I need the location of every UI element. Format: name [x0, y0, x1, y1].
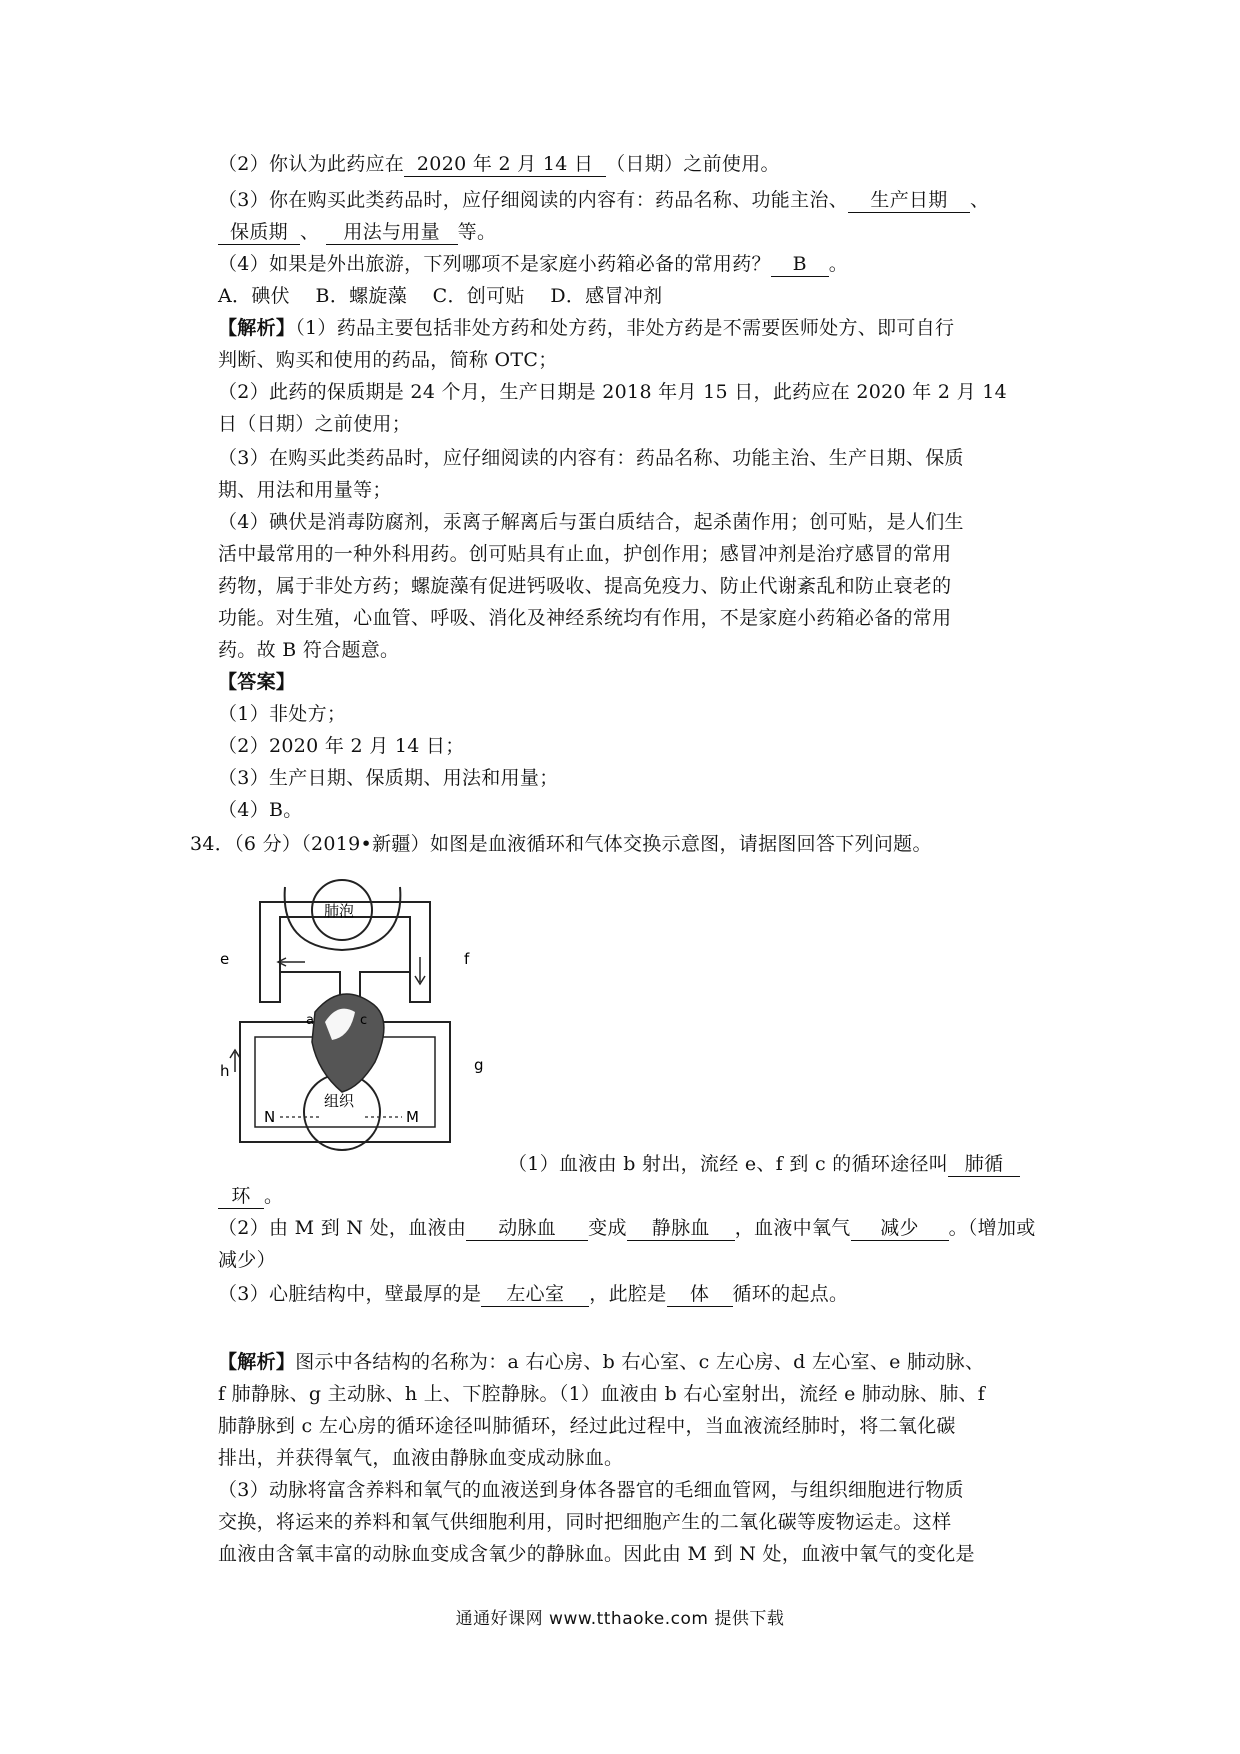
question-text: （4）如果是外出旅游，下列哪项不是家庭小药箱必备的常用药？: [218, 253, 771, 275]
question-text: ，此腔是: [589, 1283, 667, 1305]
answer-blank: 环: [218, 1184, 264, 1209]
q34-sub-2-line-2: 减少）: [218, 1249, 276, 1271]
analysis-text: 图示中各结构的名称为：a 右心房、b 右心室、c 左心房、d 左心室、e 肺动脉、: [295, 1351, 985, 1373]
label-g: g: [474, 1056, 484, 1074]
answer-blank: 减少: [851, 1216, 949, 1241]
analysis-1-line-10: 药。故 B 符合题意。: [218, 639, 400, 661]
blood-circulation-diagram: [220, 872, 490, 1172]
question-text: 等。: [457, 221, 497, 243]
question-text: （3）心脏结构中，壁最厚的是: [218, 1283, 482, 1305]
answer-blank: 动脉血: [466, 1216, 588, 1241]
question-34-title: 34．（6 分）（2019•新疆）如图是血液循环和气体交换示意图，请据图回答下列问题。: [190, 833, 932, 855]
analysis-1-line-4: （3）在购买此类药品时，应仔细阅读的内容有：药品名称、功能主治、生产日期、保质: [218, 447, 964, 469]
analysis-2-line-0: [218, 1348, 984, 1376]
question-4-line: [218, 250, 848, 278]
question-text: 变成: [588, 1217, 627, 1239]
question-3-line-2: [218, 218, 496, 246]
label-c: c: [360, 1013, 368, 1028]
analysis-1-line-5: 期、用法和用量等；: [218, 479, 392, 501]
answer-line-0: （1）非处方；: [218, 703, 347, 725]
question-text: 循环的起点。: [732, 1283, 849, 1305]
question-text: （1）血液由 b 射出，流经 e、f 到 c 的循环途径叫: [508, 1153, 949, 1175]
label-M: M: [406, 1108, 419, 1126]
question-text: 。（增加或: [948, 1217, 1036, 1239]
analysis-2-line-5: 交换，将运来的养料和氧气供细胞利用，同时把细胞产生的二氧化碳等废物运走。这样: [218, 1511, 952, 1533]
answer-blank: B: [771, 252, 829, 277]
analysis-tag: 【解析】: [218, 1351, 296, 1373]
page-footer: 通通好课网 www.tthaoke.com 提供下载: [455, 1609, 785, 1629]
question-text: 。: [264, 1185, 284, 1207]
question-text: （日期）之前使用。: [606, 153, 780, 175]
question-text: （2）你认为此药应在: [218, 153, 405, 175]
analysis-1-line-9: 功能。对生殖，心血管、呼吸、消化及神经系统均有作用，不是家庭小药箱必备的常用: [218, 607, 952, 629]
analysis-1-line-6: （4）碘伏是消毒防腐剂，汞离子解离后与蛋白质结合，起杀菌作用；创可贴，是人们生: [218, 511, 964, 533]
q34-sub-2-line-1: [218, 1214, 1036, 1242]
question-text: ，血液中氧气: [734, 1217, 851, 1239]
alveolus-label: 肺泡: [324, 902, 355, 920]
analysis-1-line-0: [218, 314, 954, 342]
separator: 、: [970, 189, 990, 211]
tissue-label: 组织: [324, 1092, 355, 1110]
analysis-2-line-3: 排出，并获得氧气，血液由静脉血变成动脉血。: [218, 1447, 624, 1469]
options-line: A．碘伏 B．螺旋藻 C．创可贴 D．感冒冲剂: [218, 285, 663, 307]
answer-line-3: （4）B。: [218, 799, 303, 821]
question-3-line-1: [218, 186, 989, 214]
analysis-tag: 【解析】: [218, 317, 296, 339]
question-text: 。: [828, 253, 849, 275]
label-N: N: [264, 1108, 276, 1126]
answer-line-2: （3）生产日期、保质期、用法和用量；: [218, 767, 559, 789]
analysis-2-line-1: f 肺静脉、g 主动脉、h 上、下腔静脉。（1）血液由 b 右心室射出，流经 e 肺动脉、肺、f: [218, 1383, 986, 1405]
analysis-1-line-8: 药物，属于非处方药；螺旋藻有促进钙吸收、提高免疫力、防止代谢紊乱和防止衰老的: [218, 575, 952, 597]
analysis-1-line-1: 判断、购买和使用的药品，简称 OTC；: [218, 349, 558, 371]
answer-blank: 体: [667, 1282, 733, 1307]
analysis-2-line-2: 肺静脉到 c 左心房的循环途径叫肺循环，经过此过程中，当血液流经肺时，将二氧化碳: [218, 1415, 956, 1437]
analysis-1-line-3: 日（日期）之前使用；: [218, 413, 412, 435]
q34-sub-3-line: [218, 1280, 848, 1308]
answer-blank: 用法与用量: [326, 220, 458, 245]
label-a: a: [306, 1013, 314, 1028]
label-h: h: [220, 1062, 230, 1080]
analysis-2-line-6: 血液由含氧丰富的动脉血变成含氧少的静脉血。因此由 M 到 N 处，血液中氧气的变化是: [218, 1543, 975, 1565]
answer-blank: 生产日期: [848, 188, 970, 213]
answer-blank: 肺循: [948, 1152, 1020, 1177]
analysis-2-line-4: （3）动脉将富含养料和氧气的血液送到身体各器官的毛细血管网，与组织细胞进行物质: [218, 1479, 964, 1501]
answer-blank: 左心室: [481, 1282, 589, 1307]
label-f: f: [464, 950, 470, 968]
answer-blank: 静脉血: [627, 1216, 735, 1241]
answer-blank: 2020 年 2 月 14 日: [404, 152, 606, 177]
q34-sub-1-line-2: [218, 1182, 283, 1210]
question-2-line: [218, 150, 780, 178]
answer-blank: 保质期: [218, 220, 300, 245]
question-text: （2）由 M 到 N 处，血液由: [218, 1217, 467, 1239]
label-e: e: [220, 950, 230, 968]
analysis-text: （1）药品主要包括非处方药和处方药，非处方药是不需要医师处方、即可自行: [295, 317, 955, 339]
separator: 、: [300, 221, 320, 243]
analysis-1-line-2: （2）此药的保质期是 24 个月，生产日期是 2018 年月 15 日，此药应在 2020 年 2 月 14: [218, 381, 1008, 403]
answer-tag: 【答案】: [218, 671, 296, 693]
analysis-1-line-7: 活中最常用的一种外科用药。创可贴具有止血，护创作用；感冒冲剂是治疗感冒的常用: [218, 543, 952, 565]
question-text: （3）你在购买此类药品时，应仔细阅读的内容有：药品名称、功能主治、: [218, 189, 848, 211]
q34-sub-1-line-1: [508, 1150, 1020, 1178]
answer-line-1: （2）2020 年 2 月 14 日；: [218, 735, 465, 757]
